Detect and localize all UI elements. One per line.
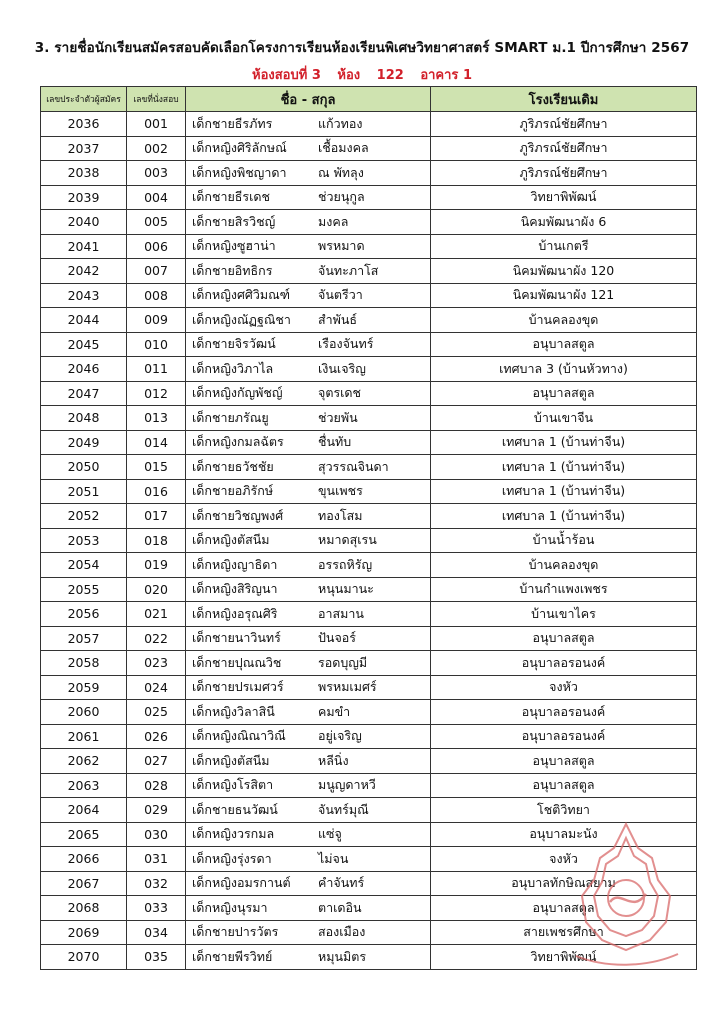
first-name: เด็กหญิงสิริญนา: [192, 581, 278, 597]
last-name: หนุนมานะ: [318, 581, 374, 597]
header-seat-no: เลขที่นั่งสอบ: [127, 87, 186, 112]
student-name-cell: [186, 332, 431, 357]
first-name: เด็กชายพีรวิทย์: [192, 948, 273, 964]
table-row: [41, 602, 697, 627]
first-name: เด็กชายธนวัฒน์: [192, 801, 278, 817]
table-row: [41, 773, 697, 798]
student-name-cell: [186, 357, 431, 382]
previous-school-cell: บ้านเขาไคร: [431, 602, 697, 627]
seat-number-cell: 023: [127, 651, 186, 676]
seat-number-cell: 026: [127, 724, 186, 749]
first-name: เด็กชายปารวัตร: [192, 924, 279, 940]
student-name-cell: [186, 259, 431, 284]
previous-school-cell: โชติวิทยา: [431, 798, 697, 823]
applicant-number-cell: 2054: [41, 553, 127, 578]
student-name-cell: [186, 749, 431, 774]
previous-school-cell: อนุบาลทักษิณสยาม: [431, 871, 697, 896]
last-name: สำพันธ์: [318, 311, 358, 327]
applicant-number-cell: 2041: [41, 234, 127, 259]
seat-number-cell: 014: [127, 430, 186, 455]
applicant-number-cell: 2059: [41, 675, 127, 700]
seat-number-cell: 015: [127, 455, 186, 480]
applicant-number-cell: 2051: [41, 479, 127, 504]
student-name-cell: [186, 651, 431, 676]
first-name: เด็กหญิงนุรมา: [192, 899, 268, 915]
student-name-cell: [186, 871, 431, 896]
seat-number-cell: 020: [127, 577, 186, 602]
table-row: [41, 577, 697, 602]
applicant-number-cell: 2038: [41, 161, 127, 186]
last-name: อรรถหิรัญ: [318, 556, 373, 572]
header-school: โรงเรียนเดิม: [431, 87, 697, 112]
previous-school-cell: เทศบาล 1 (บ้านท่าจีน): [431, 479, 697, 504]
table-row: [41, 430, 697, 455]
previous-school-cell: อนุบาลสตูล: [431, 896, 697, 921]
table-row: [41, 234, 697, 259]
last-name: หลีนิ่ง: [318, 752, 349, 768]
last-name: อยู่เจริญ: [318, 728, 362, 744]
table-row: [41, 553, 697, 578]
previous-school-cell: นิคมพัฒนาผัง 121: [431, 283, 697, 308]
first-name: เด็กชายนาวินทร์: [192, 630, 281, 646]
first-name: เด็กหญิงอมรกานต์: [192, 875, 291, 891]
table-row: [41, 626, 697, 651]
previous-school-cell: สายเพชรศึกษา: [431, 920, 697, 945]
last-name: ทองโสม: [318, 507, 363, 523]
table-row: [41, 847, 697, 872]
last-name: อาสมาน: [318, 605, 364, 621]
applicant-number-cell: 2058: [41, 651, 127, 676]
previous-school-cell: ภูริภรณ์ชัยศึกษา: [431, 136, 697, 161]
first-name: เด็กหญิงกมลฉัตร: [192, 434, 284, 450]
previous-school-cell: อนุบาลอรอนงค์: [431, 724, 697, 749]
table-row: [41, 308, 697, 333]
first-name: เด็กหญิงญาธิดา: [192, 556, 278, 572]
table-row: [41, 479, 697, 504]
student-name-cell: [186, 112, 431, 137]
last-name: พรหมาด: [318, 238, 365, 254]
student-name-cell: [186, 381, 431, 406]
table-row: [41, 798, 697, 823]
previous-school-cell: ภูริภรณ์ชัยศึกษา: [431, 112, 697, 137]
applicant-number-cell: 2050: [41, 455, 127, 480]
first-name: เด็กชายจิรวัฒน์: [192, 336, 276, 352]
last-name: เรืองจันทร์: [318, 336, 374, 352]
previous-school-cell: อนุบาลสตูล: [431, 626, 697, 651]
last-name: จันทะภาโส: [318, 262, 379, 278]
student-name-cell: [186, 406, 431, 431]
document-title: 3. รายชื่อนักเรียนสมัครสอบคัดเลือกโครงการเรียนห้องเรียนพิเศษวิทยาศาสตร์ SMART ม.1 ปีการศึกษา 2567: [34, 40, 690, 56]
seat-number-cell: 010: [127, 332, 186, 357]
last-name: จันตรีวา: [318, 287, 363, 303]
first-name: เด็กหญิงรุ่งรดา: [192, 850, 272, 866]
last-name: ปันจอร์: [318, 630, 357, 646]
first-name: เด็กชายอภิรักษ์: [192, 483, 274, 499]
student-name-cell: [186, 479, 431, 504]
student-name-cell: [186, 626, 431, 651]
table-row: [41, 406, 697, 431]
last-name: คมขำ: [318, 703, 351, 719]
student-name-cell: [186, 553, 431, 578]
table-row: [41, 700, 697, 725]
applicant-number-cell: 2066: [41, 847, 127, 872]
last-name: จุตรเดช: [318, 385, 362, 401]
student-name-cell: [186, 847, 431, 872]
applicant-number-cell: 2052: [41, 504, 127, 529]
seat-number-cell: 019: [127, 553, 186, 578]
seat-number-cell: 027: [127, 749, 186, 774]
previous-school-cell: อนุบาลสตูล: [431, 332, 697, 357]
first-name: เด็กชายภรัณยู: [192, 409, 269, 425]
applicant-table: [40, 86, 697, 970]
last-name: เงินเจริญ: [318, 360, 366, 376]
previous-school-cell: บ้านคลองขุด: [431, 553, 697, 578]
last-name: มนูญดาหวี: [318, 777, 376, 793]
student-name-cell: [186, 602, 431, 627]
table-row: [41, 283, 697, 308]
last-name: หมาดสุเรน: [318, 532, 377, 548]
previous-school-cell: อนุบาลอรอนงค์: [431, 700, 697, 725]
seat-number-cell: 013: [127, 406, 186, 431]
first-name: เด็กชายปุณณวิช: [192, 654, 282, 670]
exam-room-info: [0, 64, 724, 85]
student-name-cell: [186, 724, 431, 749]
seat-number-cell: 008: [127, 283, 186, 308]
seat-number-cell: 007: [127, 259, 186, 284]
seat-number-cell: 029: [127, 798, 186, 823]
applicant-number-cell: 2060: [41, 700, 127, 725]
previous-school-cell: บ้านเกตรี: [431, 234, 697, 259]
seat-number-cell: 002: [127, 136, 186, 161]
room-no-label: ห้อง: [337, 68, 361, 83]
applicant-number-cell: 2061: [41, 724, 127, 749]
applicant-number-cell: 2063: [41, 773, 127, 798]
building-label: อาคาร 1: [420, 68, 472, 83]
applicant-number-cell: 2064: [41, 798, 127, 823]
seat-number-cell: 025: [127, 700, 186, 725]
applicant-number-cell: 2048: [41, 406, 127, 431]
student-name-cell: [186, 700, 431, 725]
first-name: เด็กหญิงซูฮาน่า: [192, 238, 276, 254]
student-name-cell: [186, 798, 431, 823]
seat-number-cell: 012: [127, 381, 186, 406]
last-name: มงคล: [318, 213, 349, 229]
table-row: [41, 528, 697, 553]
first-name: เด็กหญิงโรสิตา: [192, 777, 274, 793]
table-row: [41, 455, 697, 480]
last-name: หมุนมิตร: [318, 948, 367, 964]
applicant-number-cell: 2062: [41, 749, 127, 774]
applicant-number-cell: 2040: [41, 210, 127, 235]
seat-number-cell: 009: [127, 308, 186, 333]
first-name: เด็กหญิงวิภาไล: [192, 360, 274, 376]
applicant-number-cell: 2056: [41, 602, 127, 627]
applicant-number-cell: 2049: [41, 430, 127, 455]
last-name: แก้วทอง: [318, 115, 363, 131]
last-name: พรหมเมศร์: [318, 679, 377, 695]
previous-school-cell: วิทยาพิพัฒน์: [431, 185, 697, 210]
table-row: [41, 332, 697, 357]
student-name-cell: [186, 945, 431, 970]
first-name: เด็กชายธวัชชัย: [192, 458, 274, 474]
first-name: เด็กหญิงพิชญาดา: [192, 164, 287, 180]
seat-number-cell: 024: [127, 675, 186, 700]
previous-school-cell: เทศบาล 1 (บ้านท่าจีน): [431, 455, 697, 480]
seat-number-cell: 017: [127, 504, 186, 529]
table-row: [41, 920, 697, 945]
table-row: [41, 381, 697, 406]
first-name: เด็กชายอิทธิกร: [192, 262, 273, 278]
table-row: [41, 822, 697, 847]
table-row: [41, 357, 697, 382]
previous-school-cell: อนุบาลสตูล: [431, 773, 697, 798]
seat-number-cell: 022: [127, 626, 186, 651]
table-row: [41, 675, 697, 700]
last-name: ชื่นทับ: [318, 434, 352, 450]
first-name: เด็กชายธีรเดช: [192, 189, 271, 205]
previous-school-cell: บ้านคลองขุด: [431, 308, 697, 333]
previous-school-cell: นิคมพัฒนาผัง 120: [431, 259, 697, 284]
seat-number-cell: 016: [127, 479, 186, 504]
applicant-number-cell: 2070: [41, 945, 127, 970]
last-name: ช่วยพัน: [318, 409, 358, 425]
applicant-number-cell: 2053: [41, 528, 127, 553]
last-name: ไม่จน: [318, 850, 349, 866]
first-name: เด็กหญิงวรกมล: [192, 826, 275, 842]
first-name: เด็กหญิงศิริลักษณ์: [192, 140, 287, 156]
student-name-cell: [186, 504, 431, 529]
seat-number-cell: 006: [127, 234, 186, 259]
first-name: เด็กหญิงตัสนีม: [192, 532, 270, 548]
last-name: ตาเดอิน: [318, 899, 362, 915]
seat-number-cell: 001: [127, 112, 186, 137]
last-name: รอดบุญมี: [318, 654, 368, 670]
seat-number-cell: 018: [127, 528, 186, 553]
student-name-cell: [186, 161, 431, 186]
table-row: [41, 185, 697, 210]
applicant-number-cell: 2065: [41, 822, 127, 847]
first-name: เด็กชายวิชญพงศ์: [192, 507, 284, 523]
first-name: เด็กหญิงณิณาวิณี: [192, 728, 286, 744]
previous-school-cell: นิคมพัฒนาผัง 6: [431, 210, 697, 235]
table-body: [41, 112, 697, 970]
last-name: สองเมือง: [318, 924, 366, 940]
table-row: [41, 112, 697, 137]
previous-school-cell: เทศบาล 1 (บ้านท่าจีน): [431, 504, 697, 529]
seat-number-cell: 032: [127, 871, 186, 896]
applicant-number-cell: 2043: [41, 283, 127, 308]
last-name: แซ่จู: [318, 826, 342, 842]
seat-number-cell: 004: [127, 185, 186, 210]
student-name-cell: [186, 234, 431, 259]
previous-school-cell: เทศบาล 3 (บ้านหัวทาง): [431, 357, 697, 382]
student-name-cell: [186, 773, 431, 798]
seat-number-cell: 031: [127, 847, 186, 872]
previous-school-cell: บ้านกำแพงเพชร: [431, 577, 697, 602]
table-row: [41, 896, 697, 921]
last-name: สุวรรณจินดา: [318, 458, 389, 474]
previous-school-cell: ภูริภรณ์ชัยศึกษา: [431, 161, 697, 186]
student-name-cell: [186, 896, 431, 921]
applicant-number-cell: 2039: [41, 185, 127, 210]
first-name: เด็กชายสิรวิชญ์: [192, 213, 276, 229]
first-name: เด็กหญิงวิลาสินี: [192, 703, 275, 719]
first-name: เด็กหญิงณัฏฐณิชา: [192, 311, 291, 327]
seat-number-cell: 034: [127, 920, 186, 945]
seat-number-cell: 028: [127, 773, 186, 798]
student-name-cell: [186, 920, 431, 945]
first-name: เด็กหญิงอรุณศิริ: [192, 605, 278, 621]
applicant-number-cell: 2045: [41, 332, 127, 357]
table-row: [41, 871, 697, 896]
table-row: [41, 945, 697, 970]
previous-school-cell: บ้านน้ำร้อน: [431, 528, 697, 553]
header-app-no: เลขประจำตัวผู้สมัคร: [41, 87, 127, 112]
student-name-cell: [186, 577, 431, 602]
table-row: [41, 724, 697, 749]
table-header-row: [41, 87, 697, 112]
applicant-number-cell: 2044: [41, 308, 127, 333]
table-row: [41, 210, 697, 235]
table-row: [41, 136, 697, 161]
last-name: คำจันทร์: [318, 875, 365, 891]
room-label: ห้องสอบที่ 3: [252, 68, 321, 83]
table-row: [41, 651, 697, 676]
applicant-number-cell: 2055: [41, 577, 127, 602]
last-name: ขุนเพชร: [318, 483, 363, 499]
seat-number-cell: 011: [127, 357, 186, 382]
student-name-cell: [186, 455, 431, 480]
applicant-number-cell: 2047: [41, 381, 127, 406]
seat-number-cell: 021: [127, 602, 186, 627]
previous-school-cell: อนุบาลสตูล: [431, 749, 697, 774]
seat-number-cell: 033: [127, 896, 186, 921]
table-row: [41, 161, 697, 186]
applicant-number-cell: 2036: [41, 112, 127, 137]
previous-school-cell: จงหัว: [431, 847, 697, 872]
previous-school-cell: เทศบาล 1 (บ้านท่าจีน): [431, 430, 697, 455]
last-name: จันทร์มุณี: [318, 801, 369, 817]
first-name: เด็กชายธีรภัทร: [192, 115, 273, 131]
seat-number-cell: 003: [127, 161, 186, 186]
table-row: [41, 749, 697, 774]
applicant-number-cell: 2037: [41, 136, 127, 161]
seat-number-cell: 035: [127, 945, 186, 970]
first-name: เด็กหญิงศศิวิมณฑ์: [192, 287, 291, 303]
previous-school-cell: บ้านเขาจีน: [431, 406, 697, 431]
student-name-cell: [186, 283, 431, 308]
header-name: ชื่อ - สกุล: [186, 87, 431, 112]
previous-school-cell: อนุบาลสตูล: [431, 381, 697, 406]
table-row: [41, 259, 697, 284]
student-name-cell: [186, 136, 431, 161]
room-number: 122: [376, 68, 404, 83]
last-name: ณ พัทลุง: [318, 164, 364, 180]
table-row: [41, 504, 697, 529]
applicant-number-cell: 2046: [41, 357, 127, 382]
student-name-cell: [186, 822, 431, 847]
previous-school-cell: อนุบาลมะนัง: [431, 822, 697, 847]
student-name-cell: [186, 185, 431, 210]
applicant-number-cell: 2069: [41, 920, 127, 945]
student-name-cell: [186, 528, 431, 553]
first-name: เด็กชายปรเมศวร์: [192, 679, 284, 695]
last-name: เชื้อมงคล: [318, 140, 369, 156]
applicant-number-cell: 2067: [41, 871, 127, 896]
previous-school-cell: อนุบาลอรอนงค์: [431, 651, 697, 676]
applicant-number-cell: 2068: [41, 896, 127, 921]
seat-number-cell: 005: [127, 210, 186, 235]
last-name: ช่วยนุกูล: [318, 189, 365, 205]
previous-school-cell: จงหัว: [431, 675, 697, 700]
applicant-number-cell: 2057: [41, 626, 127, 651]
student-name-cell: [186, 430, 431, 455]
first-name: เด็กหญิงตัสนีม: [192, 752, 270, 768]
previous-school-cell: วิทยาพิพัฒน์: [431, 945, 697, 970]
seat-number-cell: 030: [127, 822, 186, 847]
student-name-cell: [186, 210, 431, 235]
applicant-number-cell: 2042: [41, 259, 127, 284]
first-name: เด็กหญิงกัญพัชญ์: [192, 385, 283, 401]
student-name-cell: [186, 308, 431, 333]
student-name-cell: [186, 675, 431, 700]
